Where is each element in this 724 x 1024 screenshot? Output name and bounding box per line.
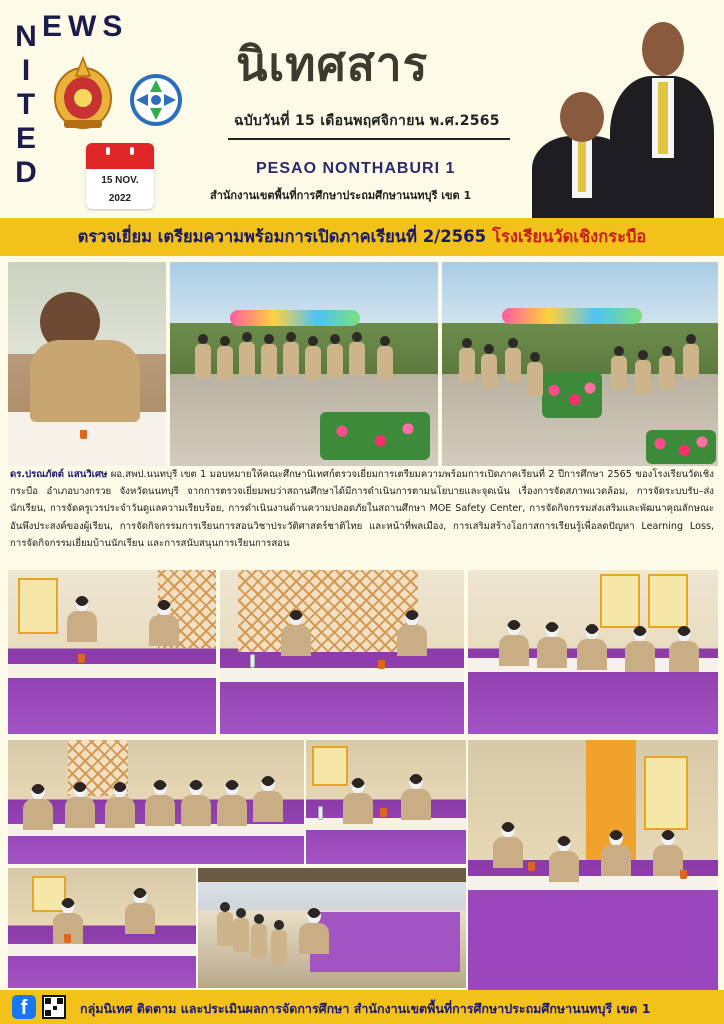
photo-meeting-speaker-microphone [8,570,216,734]
office-name-english: PESAO NONTHABURI 1 [256,160,456,177]
photo-meeting-corner-view [468,740,718,990]
vertical-nited-word [14,20,38,190]
photo-group-school-garden-2 [442,262,718,466]
headline-bar [0,218,724,256]
title-divider [228,138,510,140]
calendar-year: 2022 [108,193,132,204]
footer-bar [0,990,724,1024]
letter-e: E [15,122,36,155]
masthead [0,0,724,218]
pesao-logo-icon [128,72,184,128]
qr-code-icon [42,995,66,1019]
photo-meeting-long-table [8,740,304,864]
headline-main: ตรวจเยี่ยม เตรียมความพร้อมการเปิดภาคเรียนที่ 2/2565 [77,227,487,246]
photo-group-school-garden-1 [170,262,438,466]
footer-department-text: กลุ่มนิเทศ ติดตาม และประเมินผลการจัดการศึกษา สำนักงานเขตพื้นที่การศึกษาประถมศึกษานนทบุรี เขต 1 [80,1001,651,1016]
letter-n: N [15,20,37,53]
photo-director-at-desk [8,262,166,466]
photo-covered-walkway-meeting [198,868,466,988]
calendar-date-badge [86,143,154,209]
photo-meeting-two-teachers [306,740,466,864]
letter-t: T [16,88,36,121]
article-body [10,466,714,552]
photo-meeting-teachers-row [468,570,718,734]
calendar-day-month: 15 NOV. [101,175,139,186]
calendar-icon [86,143,154,169]
facebook-icon[interactable]: f [12,995,36,1019]
director-portrait-right [606,14,718,218]
letter-d: D [15,156,37,189]
photo-meeting-two-seated [8,868,196,988]
letter-i: I [21,54,31,87]
article-lead-name: ดร.ปรณภัตต์ แสนวิเศษ [10,469,108,480]
office-name-thai: สำนักงานเขตพื้นที่การศึกษาประถมศึกษานนทบุรี เขต 1 [210,189,472,202]
obec-emblem-icon [52,54,114,132]
article-text: ผอ.สพป.นนทบุรี เขต 1 มอบหมายให้คณะศึกษานิเทศก์ตรวจเยี่ยมการเตรียมความพร้อมการเปิดภาคเรียนที่ 2 ปีการศึกษา 2565 ของโรงเรียนวัดเชิงกระบือ อำเภอบางกรวย จังหวัดนนทบุรี จากการตรวจเยี่ยมพบว่าสถานศึกษาได้มีการดำเนินการตามนโยบายและจุดเน้น เรื่องการจัดสภาพแวดล้อม, การจัดระบบรับ–ส่งนักเรียน, การจัดครูเวรประจำวันดูแลความเรียบร้อย, การดำเนินงานด้านความปลอดภัยในสถานศึกษา MOE Safety Center, การจัดกิจกรรมส่งเสริมและพัฒนาคุณลักษณะอันพึงประสงค์ของผู้เรียน, การจัดกิจกรรมการเรียนการสอนวิชาประวัติศาสตร์ชาติไทย และหน้าที่พลเมือง, การเสริมสร้างโอกาสการเรียนรู้เพื่อลดปัญหา Learning Loss, การจัดกิจกรรมเยี่ยมบ้านนักเรียน และการสนับสนุนการเรียนการสอน [10,469,714,549]
issue-date: ฉบับวันที่ 15 เดือนพฤศจิกายน พ.ศ.2565 [234,113,500,129]
headline-school: โรงเรียนวัดเชิงกระบือ [492,227,647,246]
news-word: EWS [42,10,129,43]
newsletter-title: นิเทศสาร [236,37,429,91]
photo-meeting-supervisors-table [220,570,464,734]
